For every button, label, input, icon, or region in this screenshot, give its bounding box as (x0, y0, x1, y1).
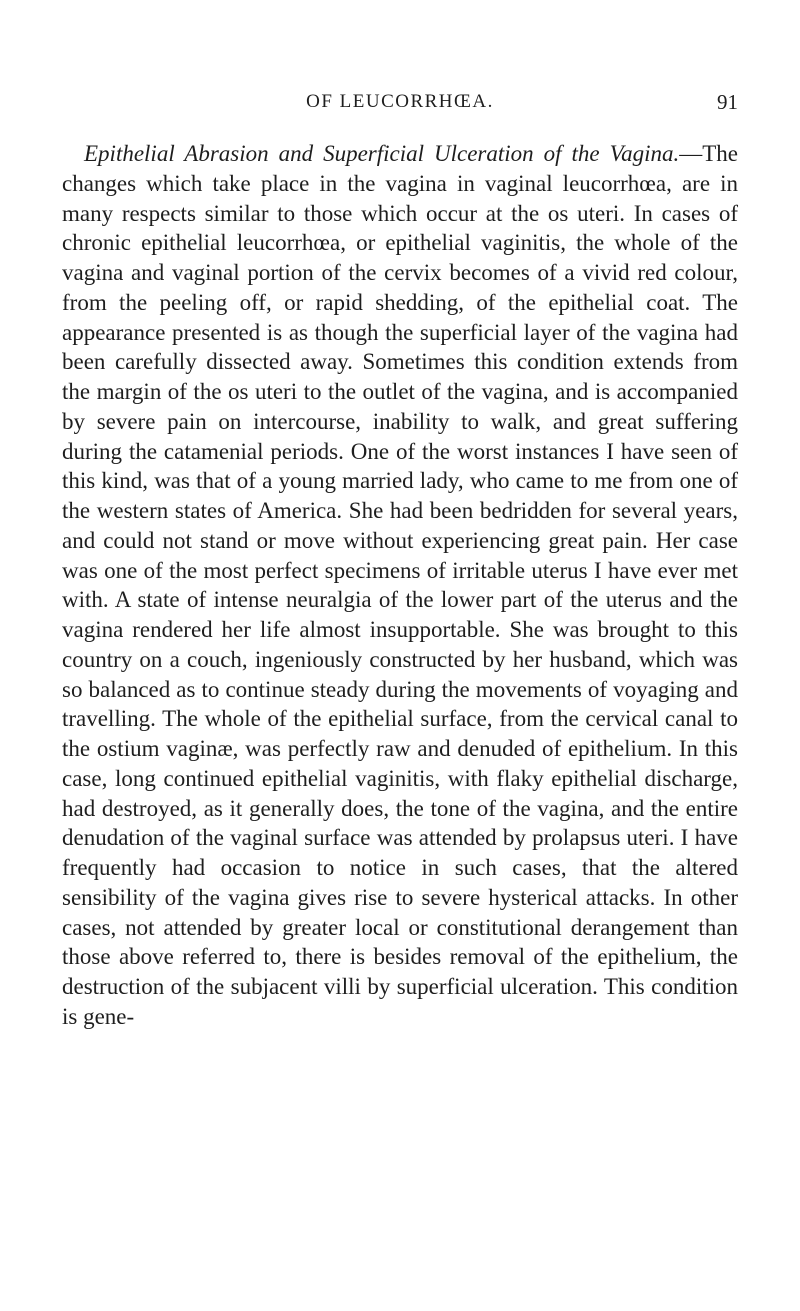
body-paragraph (62, 139, 738, 1032)
paragraph-text: The changes which take place in the vagina in vaginal leucorrhœa, are in many respects similar to those which occur at the os uteri. In cases of chronic epithelial leucorrhœa, or epithelial vaginitis, the whole of the vagina and vaginal portion of the cervix becomes of a vivid red colour, from the peeling off, or rapid shedding, of the epithelial coat. The appearance presented is as though the superficial layer of the vagina had been carefully dissected away. Sometimes this condition extends from the margin of the os uteri to the outlet of the vagina, and is accompanied by severe pain on intercourse, inability to walk, and great suffering during the catamenial periods. One of the worst instances I have seen of this kind, was that of a young married lady, who came to me from one of the western states of America. She had been bedridden for several years, and could not stand or move without experiencing great pain. Her case was one of the most perfect specimens of irritable uterus I have ever met with. A state of intense neuralgia of the lower part of the uterus and the vagina rendered her life almost insupportable. She was brought to this country on a couch, ingeniously constructed by her husband, which was so balanced as to continue steady during the movements of voyaging and travelling. The whole of the epithelial surface, from the cervical canal to the ostium vaginæ, was perfectly raw and denuded of epithelium. In this case, long continued epithelial vaginitis, with flaky epithelial discharge, had destroyed, as it generally does, the tone of the vagina, and the entire denudation of the vaginal surface was attended by prolapsus uteri. I have frequently had occasion to notice in such cases, that the altered sensibility of the vagina gives rise to severe hysterical attacks. In other cases, not attended by greater local or constitutional derangement than those above referred to, there is besides removal of the epithelium, the destruction of the subjacent villi by superficial ulceration. This condition is gene- (62, 141, 738, 1029)
heading-dash: — (679, 141, 703, 166)
page-number: 91 (717, 90, 738, 114)
running-head (62, 87, 738, 117)
running-title: OF LEUCORRHŒA. (306, 91, 494, 112)
section-heading: Epithelial Abrasion and Superficial Ulceration of the Vagina. (84, 141, 680, 166)
